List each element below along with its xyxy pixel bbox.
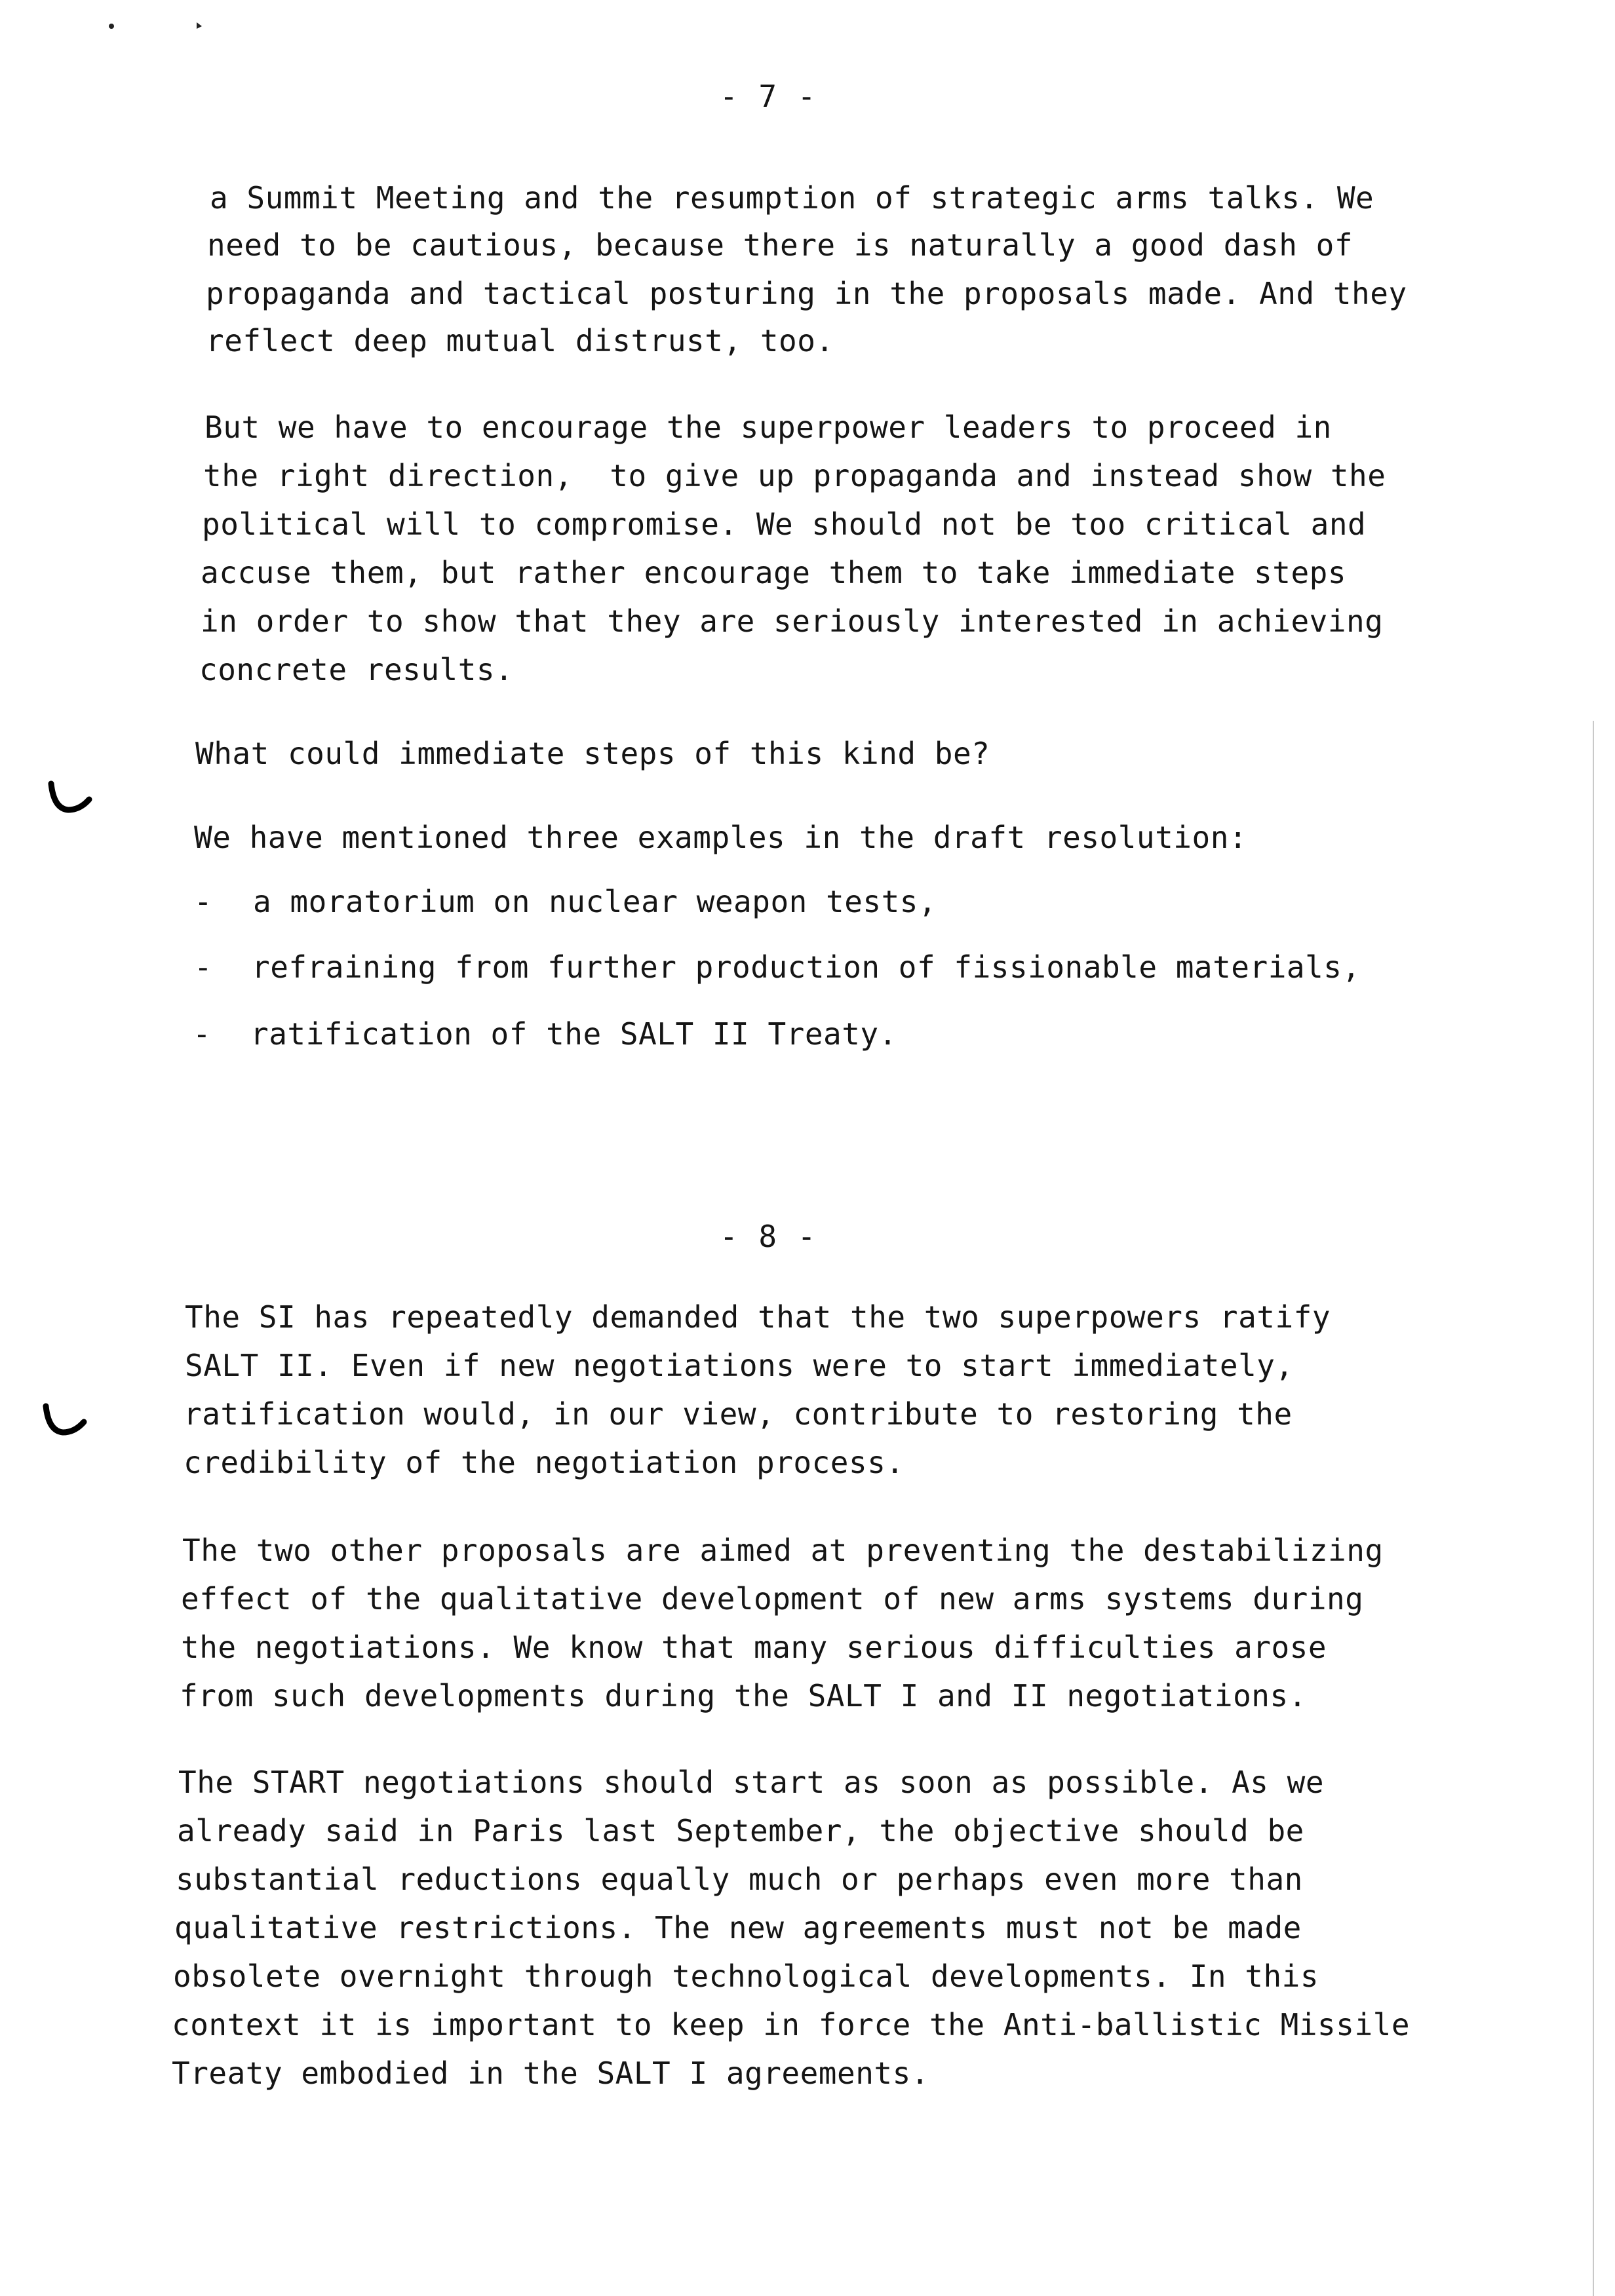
- bullet-item-1: a moratorium on nuclear weapon tests,: [253, 884, 937, 919]
- p7-para1-line2: need to be cautious, because there is naturally a good dash of: [207, 227, 1353, 263]
- bullet-dash-2: -: [194, 949, 213, 985]
- p8-para3-line4: qualitative restrictions. The new agreements must not be made: [174, 1910, 1302, 1945]
- bullet-dash-1: -: [194, 884, 213, 919]
- p7-para2-line1: But we have to encourage the superpower leaders to proceed in: [204, 410, 1332, 445]
- bullet-item-3: ratification of the SALT II Treaty.: [250, 1016, 897, 1052]
- p7-para2-line5: in order to show that they are seriously interested in achieving: [201, 603, 1384, 639]
- p8-para2-line4: from such developments during the SALT I and II negotiations.: [180, 1678, 1307, 1713]
- p8-para1-line3: ratification would, in our view, contribute to restoring the: [184, 1396, 1293, 1432]
- bullet-item-2: refraining from further production of fissionable materials,: [252, 949, 1361, 985]
- p8-para1-line1: The SI has repeatedly demanded that the two superpowers ratify: [185, 1299, 1331, 1335]
- p7-para1-line4: reflect deep mutual distrust, too.: [206, 323, 834, 358]
- scan-edge-line: [1593, 721, 1594, 2296]
- p7-para2-line6: concrete results.: [199, 652, 514, 687]
- p8-para3-line6: context it is important to keep in force the Anti-ballistic Missile: [172, 2007, 1411, 2042]
- p8-para1-line4: credibility of the negotiation process.: [184, 1445, 905, 1480]
- p7-para2-line3: political will to compromise. We should not be too critical and: [202, 507, 1367, 542]
- p8-para2-line3: the negotiations. We know that many serious difficulties arose: [181, 1630, 1327, 1665]
- check-mark-2: [42, 1402, 88, 1442]
- p8-para3-line1: The START negotiations should start as soon as possible. As we: [178, 1765, 1325, 1800]
- p8-para2-line1: The two other proposals are aimed at preventing the destabilizing: [182, 1533, 1384, 1568]
- check-mark-1: [47, 780, 93, 819]
- p8-para2-line2: effect of the qualitative development of new arms systems during: [181, 1581, 1364, 1617]
- page-number-7: - 7 -: [720, 79, 817, 114]
- p7-para2-line4: accuse them, but rather encourage them to take immediate steps: [201, 555, 1347, 590]
- p8-para3-line7: Treaty embodied in the SALT I agreements.: [172, 2056, 929, 2091]
- speck-marks: [98, 20, 216, 46]
- p7-para1-line3: propaganda and tactical posturing in the proposals made. And they: [206, 276, 1407, 311]
- page-number-8: - 8 -: [720, 1219, 817, 1254]
- p8-para3-line3: substantial reductions equally much or perhaps even more than: [176, 1862, 1303, 1897]
- p7-question: What could immediate steps of this kind be?: [195, 736, 990, 771]
- p7-para2-line2: the right direction, to give up propaganda and instead show the: [203, 458, 1386, 493]
- p7-para1-line1: a Summit Meeting and the resumption of strategic arms talks. We: [210, 180, 1374, 216]
- p8-para1-line2: SALT II. Even if new negotiations were to start immediately,: [185, 1348, 1294, 1383]
- p8-para3-line2: already said in Paris last September, the objective should be: [177, 1813, 1304, 1848]
- p8-para3-line5: obsolete overnight through technological developments. In this: [173, 1959, 1319, 1994]
- bullet-dash-3: -: [193, 1016, 212, 1052]
- p7-examples-intro: We have mentioned three examples in the draft resolution:: [194, 820, 1248, 855]
